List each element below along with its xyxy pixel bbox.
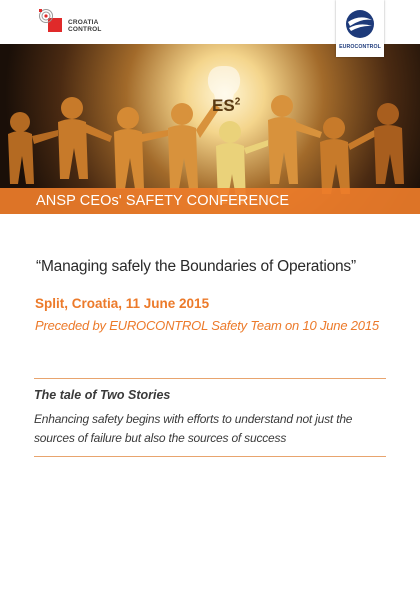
croatia-control-wordmark — [68, 19, 102, 33]
croatia-logo-line1: CROATIA — [68, 19, 99, 26]
eurocontrol-logo — [336, 0, 384, 57]
preceded-by-note: Preceded by EUROCONTROL Safety Team on 10 June 2015 — [35, 318, 379, 333]
divider-top — [34, 378, 386, 379]
event-date-location: Split, Croatia, 11 June 2015 — [35, 296, 210, 311]
tale-title: The tale of Two Stories — [34, 388, 171, 402]
divider-bottom — [34, 456, 386, 457]
banner-title: ANSP CEOs' SAFETY CONFERENCE — [36, 193, 290, 209]
tale-body: Enhancing safety begins with efforts to understand not just the sources of failure but also the sources of success — [34, 412, 353, 445]
croatia-logo-line2: CONTROL — [68, 26, 102, 33]
es-label: ES — [212, 96, 235, 115]
es-superscript: 2 — [234, 96, 241, 108]
croatia-control-logo — [38, 6, 108, 40]
conference-banner — [0, 188, 420, 214]
es2-mark — [212, 96, 240, 116]
eurocontrol-wordmark: EUROCONTROL — [339, 44, 381, 50]
croatia-control-mark-icon — [38, 8, 64, 34]
conference-subtitle: “Managing safely the Boundaries of Operations” — [36, 258, 356, 275]
eurocontrol-emblem-icon — [344, 8, 376, 40]
